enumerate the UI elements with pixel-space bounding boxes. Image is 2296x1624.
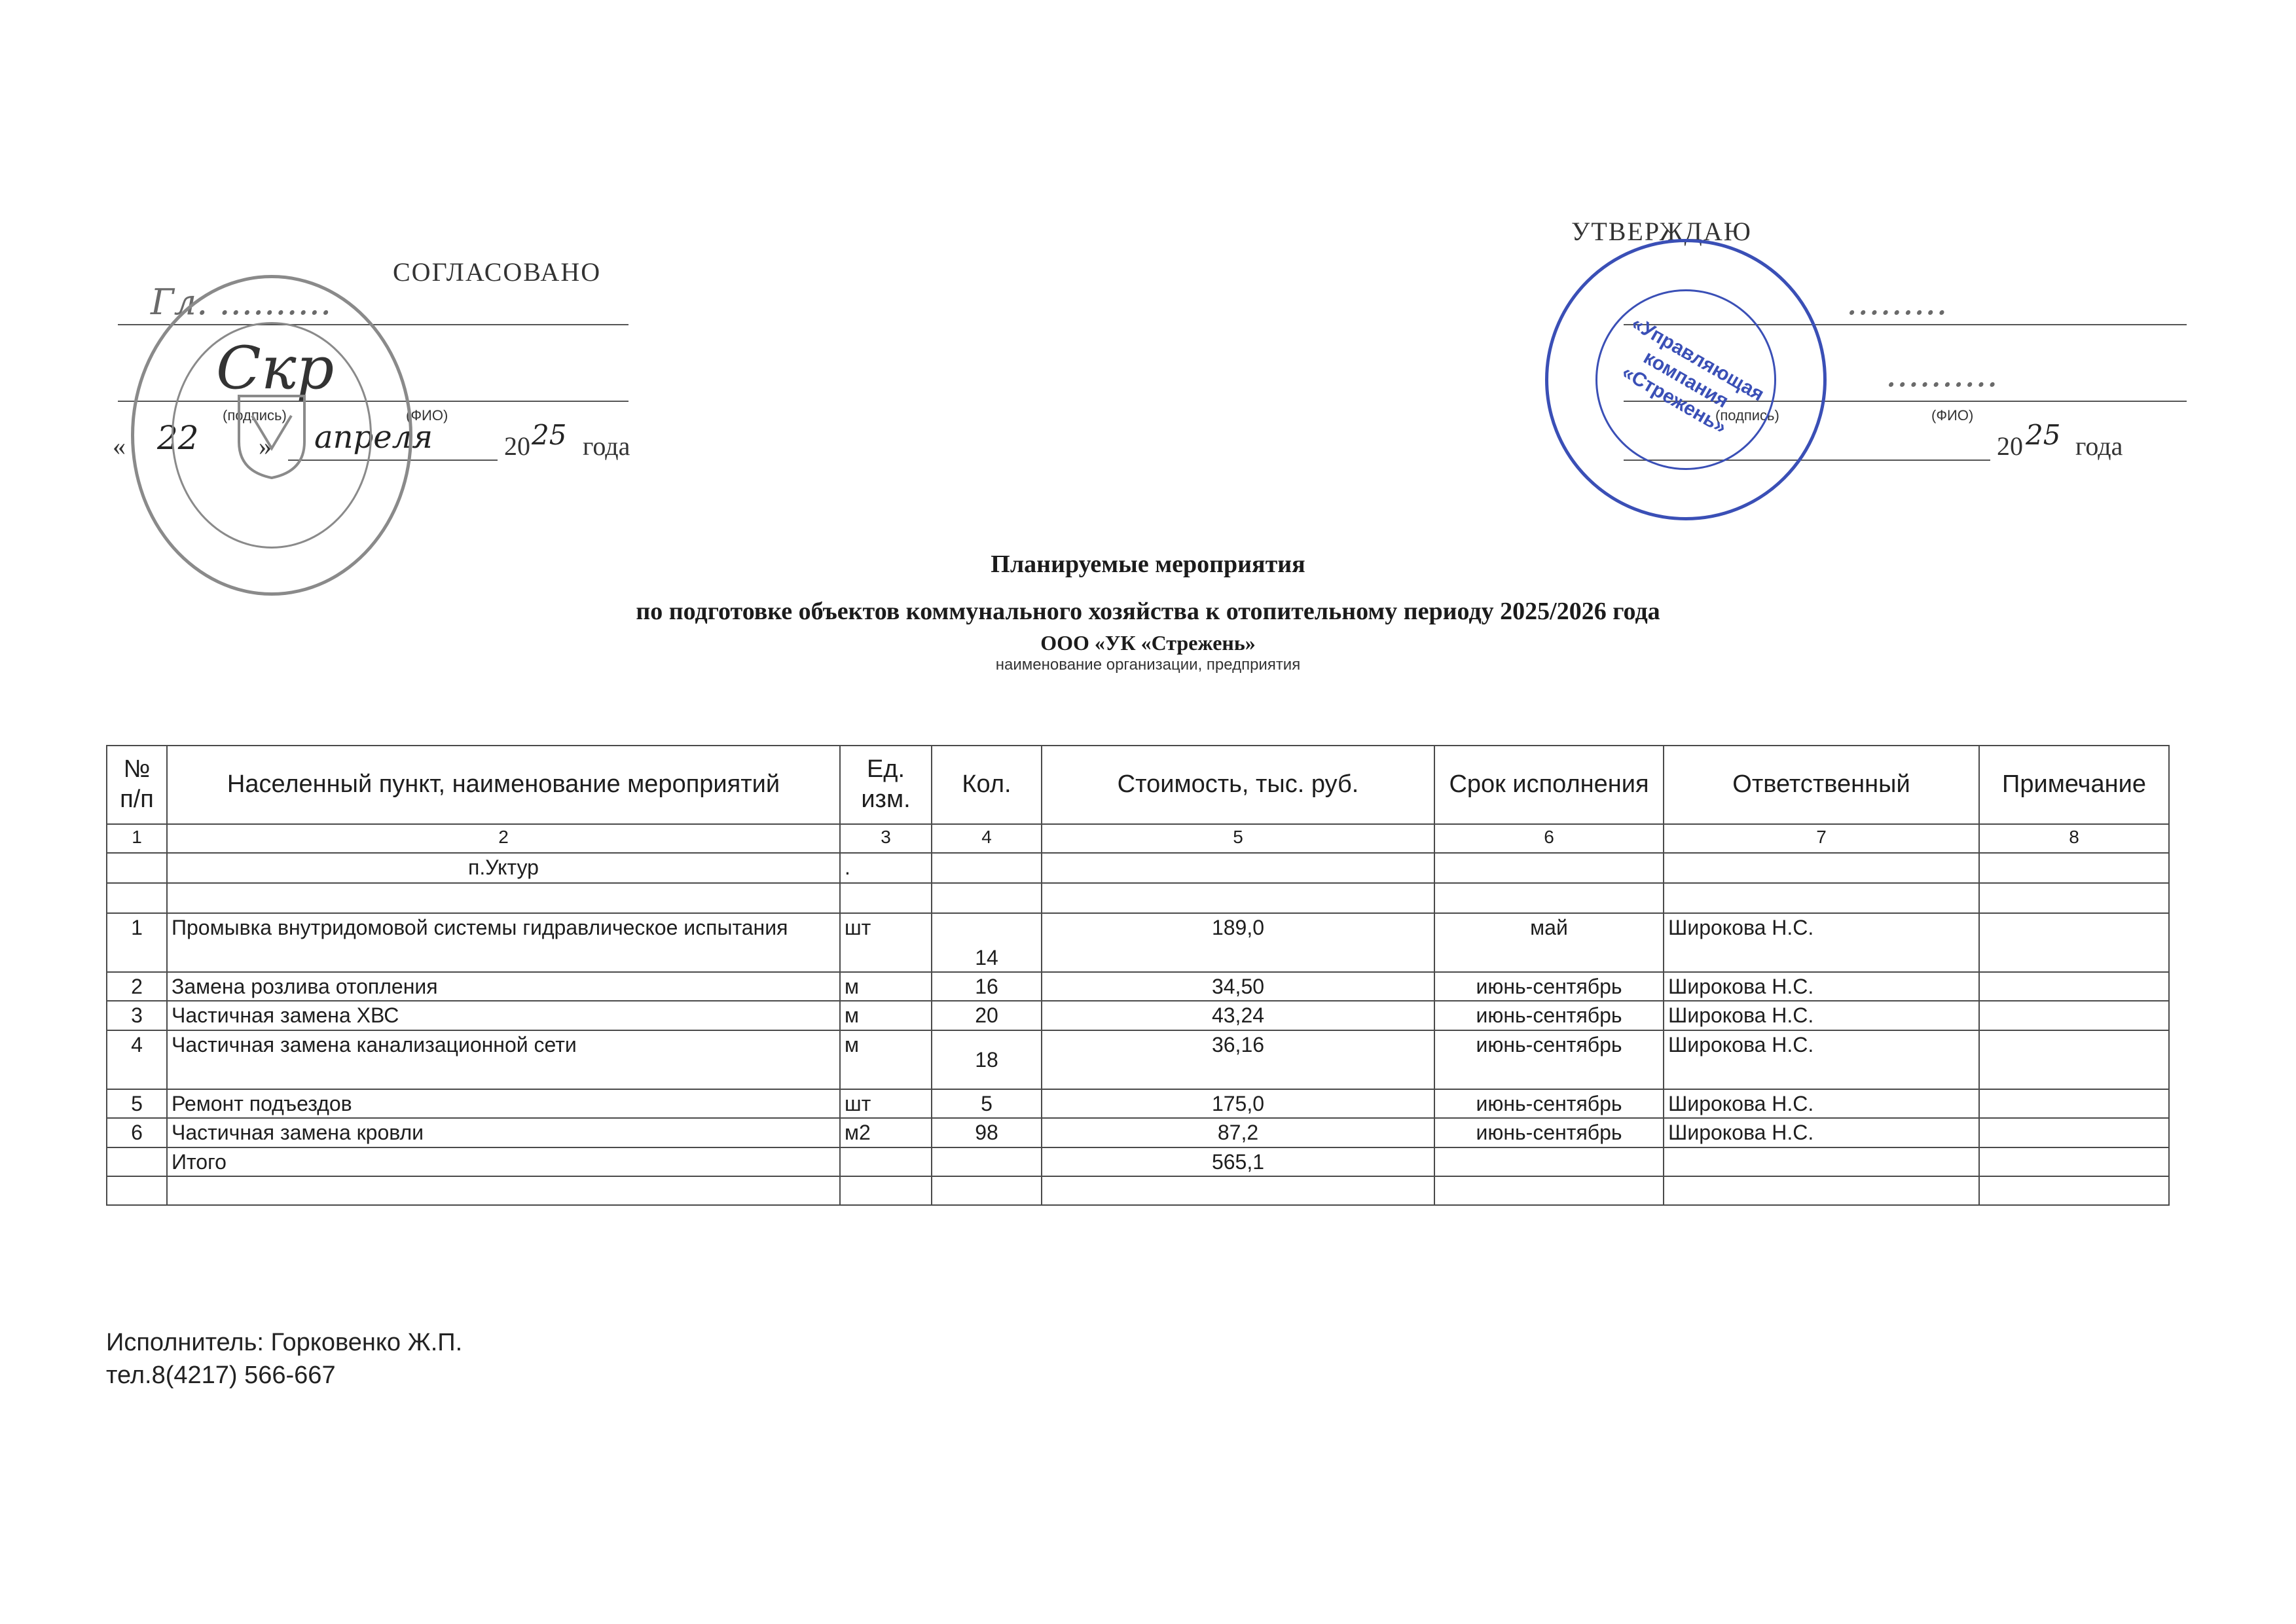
table-row: [107, 1089, 2169, 1118]
measure-name: Ремонт подъездов: [167, 1089, 840, 1118]
quantity: 16: [932, 972, 1042, 1001]
right-stamp-inner-ring: [1595, 289, 1776, 470]
cell-empty: [932, 853, 1042, 883]
column-header: Ед. изм.: [840, 746, 932, 824]
organization-caption: наименование организации, предприятия: [995, 656, 1301, 674]
column-numbers-row: [107, 824, 2169, 853]
column-header: Кол.: [932, 746, 1042, 824]
total-label: Итого: [167, 1147, 840, 1176]
cost: 34,50: [1042, 972, 1434, 1001]
approval-right-year-suffix: 25: [2026, 419, 2061, 451]
total-row: [107, 1147, 2169, 1176]
column-header: Срок исполнения: [1434, 746, 1664, 824]
measure-name: Частичная замена кровли: [167, 1118, 840, 1147]
spacer-row: [107, 1176, 2169, 1205]
unit: м: [840, 1001, 932, 1030]
cell-empty: [1664, 1147, 1979, 1176]
executor-phone: тел.8(4217) 566-667: [106, 1362, 336, 1389]
unit: м: [840, 1030, 932, 1089]
cell-empty: [1434, 853, 1664, 883]
cell-empty: [932, 1147, 1042, 1176]
left-round-stamp: [131, 275, 412, 596]
document-subtitle: по подготовке объектов коммунального хозяйства к отопительному периоду 2025/2026 года: [636, 598, 1660, 625]
cost: 189,0: [1042, 913, 1434, 972]
measures-table: [106, 745, 2170, 1206]
cell-empty: [1979, 1147, 2169, 1176]
approval-right-caption-name: (ФИО): [1931, 407, 1974, 424]
unit: м2: [840, 1118, 932, 1147]
approval-left-year-prefix: 20: [504, 431, 530, 461]
column-header: Населенный пункт, наименование мероприятий: [167, 746, 840, 824]
approval-left-heading: СОГЛАСОВАНО: [393, 257, 602, 287]
table-row: [107, 1118, 2169, 1147]
column-header: Примечание: [1979, 746, 2169, 824]
column-number: 3: [840, 824, 932, 853]
responsible: Широкова Н.С.: [1664, 1118, 1979, 1147]
measure-name: Промывка внутридомовой системы гидравлическое испытания: [167, 913, 840, 972]
measure-name: Частичная замена ХВС: [167, 1001, 840, 1030]
approval-right-caption-signature: (подпись): [1715, 407, 1779, 424]
row-number: 6: [107, 1118, 167, 1147]
responsible: Широкова Н.С.: [1664, 913, 1979, 972]
column-number: 7: [1664, 824, 1979, 853]
note: [1979, 1089, 2169, 1118]
cell-empty: [1042, 853, 1434, 883]
table-header-row: [107, 746, 2169, 824]
left-stamp-emblem: [172, 322, 372, 549]
term: июнь-сентябрь: [1434, 1118, 1664, 1147]
quantity: 14: [932, 913, 1042, 972]
approval-left-position-handwriting: Гл. ..........: [151, 281, 332, 323]
term: июнь-сентябрь: [1434, 1030, 1664, 1089]
column-number: 2: [167, 824, 840, 853]
unit: шт: [840, 913, 932, 972]
measure-name: Замена розлива отопления: [167, 972, 840, 1001]
responsible: Широкова Н.С.: [1664, 1030, 1979, 1089]
settlement-mark: .: [840, 853, 932, 883]
row-number: 3: [107, 1001, 167, 1030]
approval-right-year-word: года: [2075, 431, 2123, 461]
column-number: 4: [932, 824, 1042, 853]
note: [1979, 913, 2169, 972]
cell-empty: [107, 1147, 167, 1176]
row-number: 4: [107, 1030, 167, 1089]
term: июнь-сентябрь: [1434, 1001, 1664, 1030]
column-header: Ответственный: [1664, 746, 1979, 824]
spacer-row: [107, 883, 2169, 913]
approval-right-name-handwriting: ..........: [1886, 353, 1998, 395]
cost: 175,0: [1042, 1089, 1434, 1118]
organization-name: ООО «УК «Стрежень»: [1040, 631, 1256, 655]
settlement-name: п.Уктур: [167, 853, 840, 883]
term: июнь-сентябрь: [1434, 972, 1664, 1001]
right-stamp-inner-text: «Управляющая компания «Стрежень»: [1618, 312, 1768, 439]
cost: 36,16: [1042, 1030, 1434, 1089]
column-number: 5: [1042, 824, 1434, 853]
unit: шт: [840, 1089, 932, 1118]
cost: 87,2: [1042, 1118, 1434, 1147]
approval-left-date-close: »: [259, 431, 272, 461]
measure-name: Частичная замена канализационной сети: [167, 1030, 840, 1089]
responsible: Широкова Н.С.: [1664, 1089, 1979, 1118]
table-row: [107, 972, 2169, 1001]
note: [1979, 1001, 2169, 1030]
note: [1979, 1030, 2169, 1089]
approval-left-month: апреля: [314, 419, 433, 456]
row-number: 1: [107, 913, 167, 972]
approval-left-caption-name: (ФИО): [406, 407, 448, 424]
approval-right-year: 20: [1997, 431, 2023, 461]
column-number: 8: [1979, 824, 2169, 853]
table-row: [107, 913, 2169, 972]
cell-empty: [1434, 1147, 1664, 1176]
approval-right-position-handwriting: .........: [1846, 281, 1948, 323]
approval-left-day: 22: [157, 419, 199, 457]
approval-right-heading: УТВЕРЖДАЮ: [1571, 217, 1752, 246]
executor-line: Исполнитель: Горковенко Ж.П.: [106, 1329, 463, 1356]
quantity: 98: [932, 1118, 1042, 1147]
quantity: 20: [932, 1001, 1042, 1030]
quantity: 5: [932, 1089, 1042, 1118]
cost: 43,24: [1042, 1001, 1434, 1030]
right-round-stamp: [1545, 239, 1827, 520]
table-row: [107, 1030, 2169, 1089]
row-number: 2: [107, 972, 167, 1001]
note: [1979, 972, 2169, 1001]
coat-of-arms-icon: [232, 389, 311, 481]
responsible: Широкова Н.С.: [1664, 972, 1979, 1001]
cell-empty: [1664, 853, 1979, 883]
table-row: [107, 1001, 2169, 1030]
cell-empty: [1979, 853, 2169, 883]
term: май: [1434, 913, 1664, 972]
document-title: Планируемые мероприятия: [991, 550, 1305, 578]
settlement-row: [107, 853, 2169, 883]
responsible: Широкова Н.С.: [1664, 1001, 1979, 1030]
column-number: 6: [1434, 824, 1664, 853]
approval-left-signature: Скр: [216, 334, 335, 403]
total-cost: 565,1: [1042, 1147, 1434, 1176]
cell-empty: [840, 1147, 932, 1176]
quantity: 18: [932, 1030, 1042, 1089]
approval-left-date-open: «: [113, 431, 126, 461]
column-header: Стоимость, тыс. руб.: [1042, 746, 1434, 824]
term: июнь-сентябрь: [1434, 1089, 1664, 1118]
approval-left-caption-signature: (подпись): [223, 407, 287, 424]
column-number: 1: [107, 824, 167, 853]
approval-left-year-suffix: 25: [532, 419, 567, 451]
unit: м: [840, 972, 932, 1001]
row-number: 5: [107, 1089, 167, 1118]
column-header: № п/п: [107, 746, 167, 824]
approval-left-year-word: года: [583, 431, 630, 461]
note: [1979, 1118, 2169, 1147]
cell-empty: [107, 853, 167, 883]
